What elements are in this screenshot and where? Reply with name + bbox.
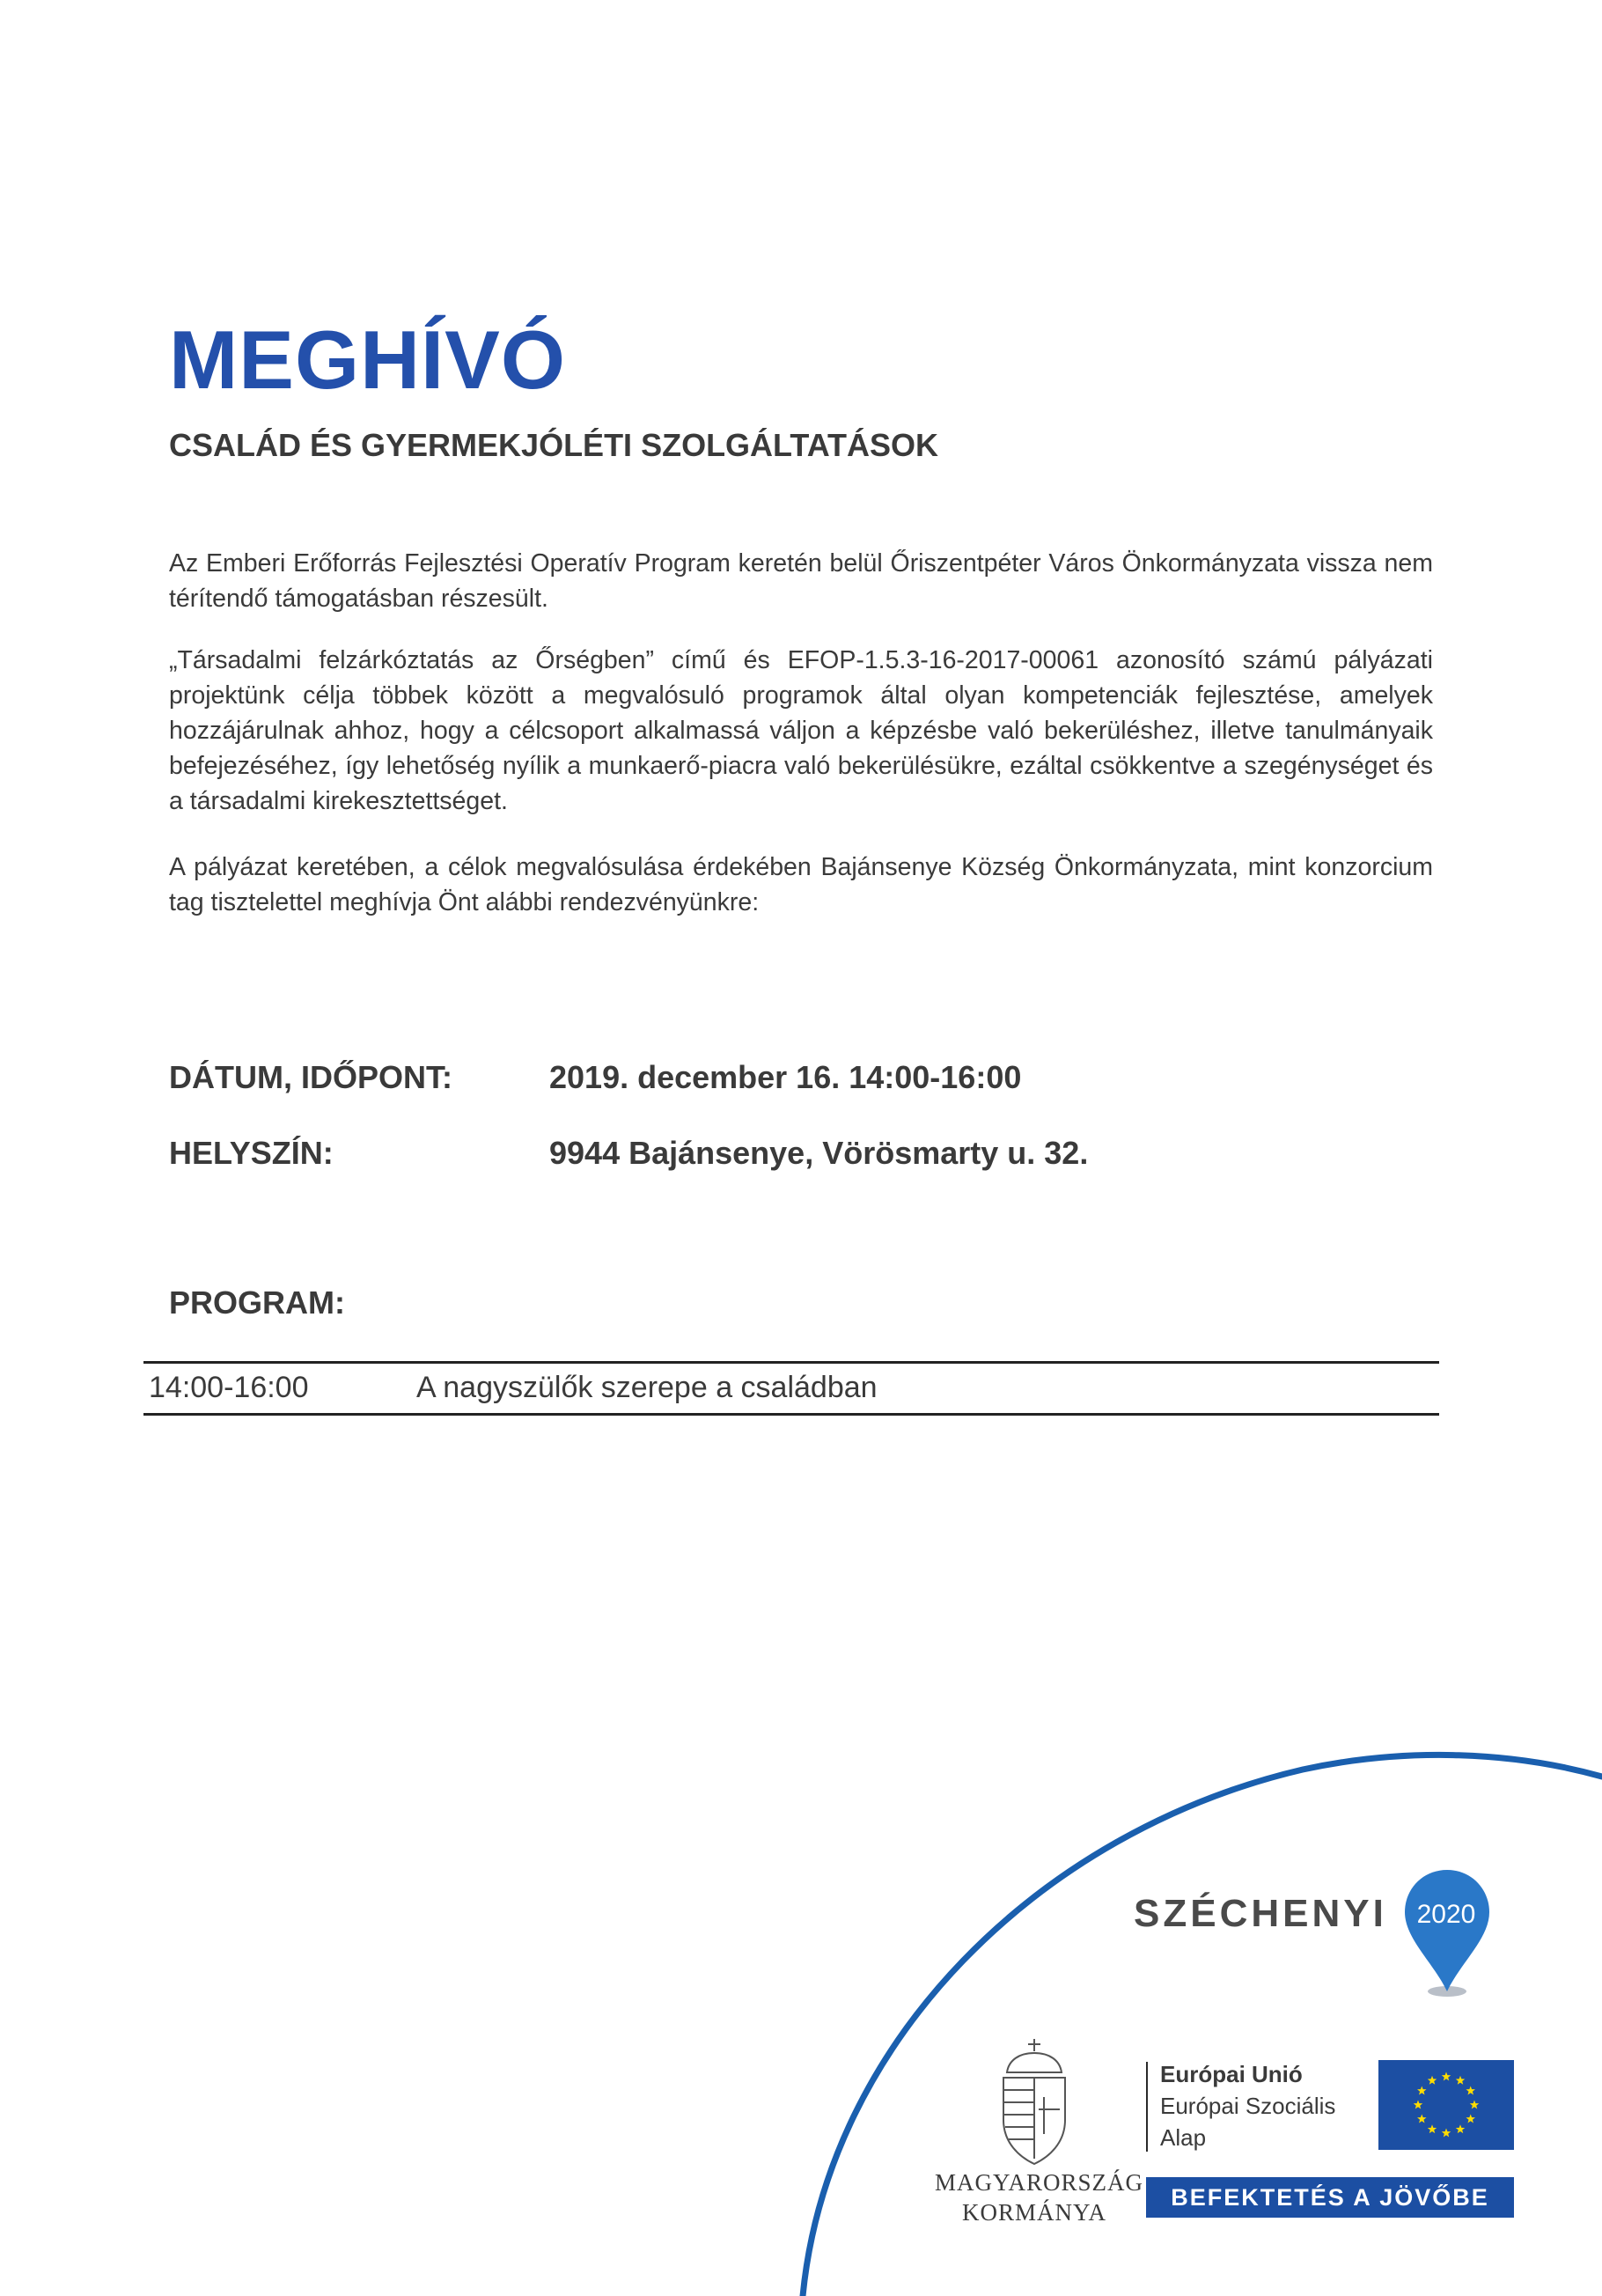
invitation-paragraph: A pályázat keretében, a célok megvalósulása érdekében Bajánsenye Község Önkormányzata, mint konzorcium tag tisztelettel meghívja Önt alábbi rendezvényünkre: [169, 853, 1433, 916]
page-subtitle: CSALÁD ÉS GYERMEKJÓLÉTI SZOLGÁLTATÁSOK [169, 427, 939, 463]
place-value: 9944 Bajánsenye, Vörösmarty u. 32. [549, 1135, 1089, 1171]
program-title: A nagyszülők szerepe a családban [416, 1371, 878, 1404]
page-title: MEGHÍVÓ [169, 313, 566, 406]
eu-flag-icon [1378, 2060, 1514, 2150]
government-name-line1: MAGYARORSZÁG [935, 2169, 1144, 2196]
program-time: 14:00-16:00 [149, 1371, 309, 1404]
date-label: DÁTUM, IDŐPONT: [169, 1059, 452, 1095]
project-paragraph: „Társadalmi felzárkóztatás az Őrségben” című és EFOP-1.5.3-16-2017-00061 azonosító számú pályázati projektünk célja többek között a megvalósuló programok által olyan kompetenciák fejlesztése, amelyek hozzájárulnak ahhoz, hogy a célcsoport alkalmassá váljon a képzésbe való bekerüléshez, illetve tanulmányaik befejezéséhez, így lehetőség nyílik a munkaerő-piacra való bekerülésükre, ezáltal csökkentve a szegénységet és a társadalmi kirekesztettséget. [169, 646, 1433, 815]
eu-fund-line2: Alap [1160, 2124, 1207, 2151]
eu-fund-line1: Európai Szociális [1160, 2093, 1336, 2119]
slogan-banner [1146, 2177, 1514, 2218]
szechenyi-year: 2020 [1416, 1900, 1476, 1929]
szechenyi-logo-text: SZÉCHENYI [1134, 1892, 1387, 1935]
intro-paragraph: Az Emberi Erőforrás Fejlesztési Operatív Program keretén belül Őriszentpéter Város Önkormányzata vissza nem térítendő támogatásban részesült. [169, 549, 1433, 613]
szechenyi-pin-icon [1403, 1868, 1491, 2000]
eu-name: Európai Unió [1160, 2061, 1303, 2087]
slogan-text: BEFEKTETÉS A JÖVŐBE [1171, 2184, 1489, 2211]
logo-divider [1146, 2062, 1148, 2152]
place-label: HELYSZÍN: [169, 1135, 334, 1171]
government-name-line2: KORMÁNYA [961, 2199, 1106, 2226]
date-value: 2019. december 16. 14:00-16:00 [549, 1059, 1022, 1095]
program-label: PROGRAM: [169, 1284, 345, 1321]
hungarian-coat-of-arms-icon [995, 2035, 1074, 2167]
